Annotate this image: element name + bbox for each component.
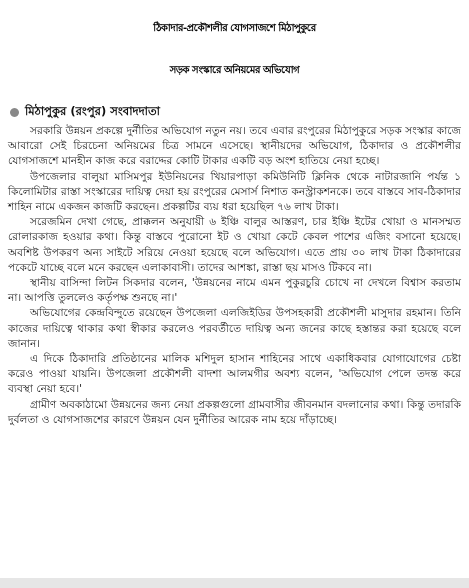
headline-line-2: সড়ক সংস্কারে অনিয়মের অভিযোগ: [169, 65, 300, 76]
paragraph-7: গ্রামীণ অবকাঠামো উন্নয়নের জন্য নেয়া প্রকল্পগুলো গ্রামবাসীর জীবনমান বদলানোর কথা। কিন্তু তদারকি দুর্বলতা ও যোগসাজশের কারণে উন্নয়ন যেন দুর্নীতির আরেক নাম হয়ে দাঁড়াচ্ছে।: [8, 398, 461, 426]
paragraph-4: স্থানীয় বাসিন্দা লিটন সিকদার বলেন, 'উন্নয়নের নামে এমন পুকুরচুরি চোখে না দেখলে বিশ্বাস করতাম না। আপত্তি তুললেও কর্তৃপক্ষ শুনছে না।': [8, 277, 461, 305]
article-body: [8, 124, 461, 428]
byline: [10, 104, 160, 120]
headline-line-1: ঠিকাদার-প্রকৌশলীর যোগসাজশে মিঠাপুকুরে: [153, 23, 316, 34]
paragraph-1: সরকারি উন্নয়ন প্রকল্পে দুর্নীতির অভিযোগ নতুন নয়। তবে এবার রংপুরের মিঠাপুকুরে সড়ক সংস্কার কাজে আবারো সেই চিরচেনা অনিয়মের চিত্র সামনে এসেছে। স্থানীয়দের অভিযোগ, ঠিকাদার ও প্রকৌশলীর যোগসাজশে মানহীন কাজ করে বরাদ্দের কোটি টাকার একটি বড় অংশ হাতিয়ে নেয়া হচ্ছে।: [8, 125, 461, 168]
paragraph-6: এ দিকে ঠিকাদারি প্রতিষ্ঠানের মালিক মশিদুল হাসান শাহিনের সাথে একাধিকবার যোগাযোগের চেষ্টা করেও পাওয়া যায়নি। উপজেলা প্রকৌশলী বাদশা আলমগীর অবশ্য বলেন, 'অভিযোগ পেলে তদন্ত করে ব্যবস্থা নেয়া হবে।': [8, 353, 461, 396]
paragraph-5: অভিযোগের কেন্দ্রবিন্দুতে রয়েছেন উপজেলা এলজিইডির উপসহকারী প্রকৌশলী মাসুদার রহমান। তিনি কাজের দায়িত্বে থাকার কথা স্বীকার করলেও পরবর্তীতে দায়িত্ব অন্য জনের কাছে হস্তান্তর করা হয়েছে বলে জানান।: [8, 307, 461, 350]
bullet-icon: [10, 108, 19, 117]
paragraph-3: সরেজমিন দেখা গেছে, প্রাক্কলন অনুযায়ী ৬ ইঞ্চি বালুর আস্তরণ, চার ইঞ্চি ইটের খোয়া ও মানসম্মত রোলারকাজ হওয়ার কথা। কিন্তু বাস্তবে পুরোনো ইট ও খোয়া কেটে কেবল পাশের এজিং বসানো হয়েছে। অবশিষ্ট উপকরণ অন্য সাইটে সরিয়ে নেওয়া হয়েছে বলে অভিযোগ। এতে প্রায় ৩০ লাখ টাকা ঠিকাদারের পকেটে যাচ্ছে বলে মনে করছেন এলাকাবাসী। তাদের আশঙ্কা, রাস্তা ছয় মাসও টিকবে না।: [8, 216, 461, 274]
paragraph-2: উপজেলার বালুয়া মাসিমপুর ইউনিয়নের খিয়ারপাড়া কমিউনিটি ক্লিনিক থেকে নাটারজানি পর্যন্ত ১ কিলোমিটার রাস্তা সংস্কারের দায়িত্ব দেয়া হয় রংপুরের মেসার্স নিশাত কনস্ট্রাকশনকে। তবে বাস্তবে সাব-ঠিকাদার শাহিন নামে একজন কাজটি করছেন। প্রকল্পটির ব্যয় ধরা হয়েছিল ৭৬ লাখ টাকা।: [8, 170, 461, 214]
clipping-bottom-edge: [0, 578, 469, 588]
byline-text: মিঠাপুকুর (রংপুর) সংবাদদাতা: [25, 103, 160, 118]
